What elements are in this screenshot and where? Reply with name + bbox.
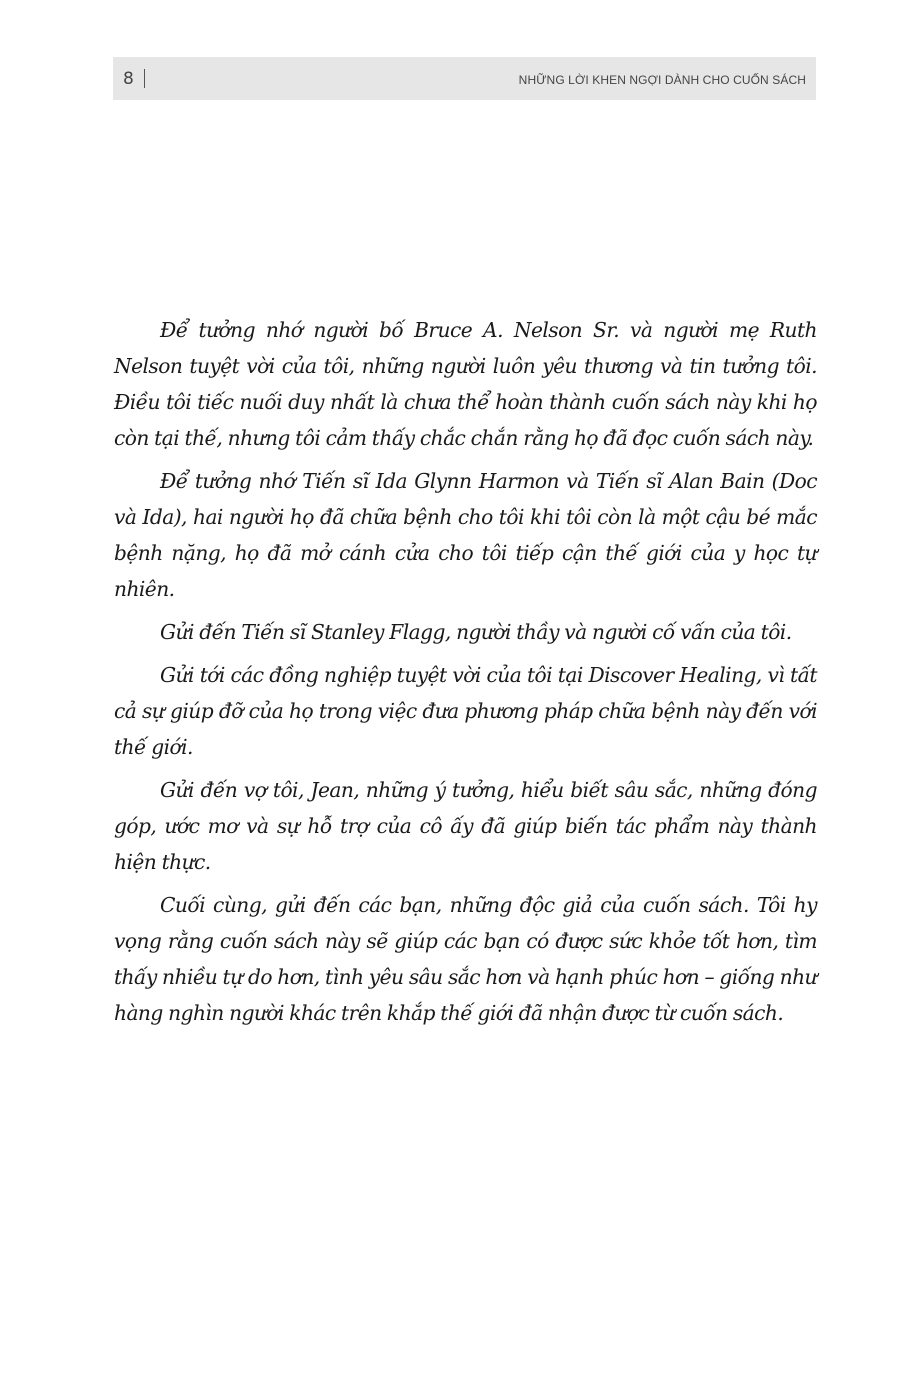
header-divider <box>144 69 145 88</box>
dedication-paragraph-parents: Để tưởng nhớ người bố Bruce A. Nelson Sr. và người mẹ Ruth Nelson tuyệt vời của tôi, những người luôn yêu thương và tin tưởng tôi. Điều tôi tiếc nuối duy nhất là chưa thể hoàn thành cuốn sách này khi họ còn tại thế, nhưng tôi cảm thấy chắc chắn rằng họ đã đọc cuốn sách này. <box>114 318 817 450</box>
dedication-paragraph-colleagues: Gửi tới các đồng nghiệp tuyệt vời của tôi tại Discover Healing, vì tất cả sự giúp đỡ của họ trong việc đưa phương pháp chữa bệnh này đến với thế giới. <box>114 663 817 759</box>
dedication-paragraph-mentor: Gửi đến Tiến sĩ Stanley Flagg, người thầy và người cố vấn của tôi. <box>160 620 792 644</box>
dedication-paragraph-wife: Gửi đến vợ tôi, Jean, những ý tưởng, hiểu biết sâu sắc, những đóng góp, ước mơ và sự hỗ trợ của cô ấy đã giúp biến tác phẩm này thành hiện thực. <box>114 778 817 874</box>
running-header <box>113 57 816 100</box>
dedication-text <box>114 312 817 1038</box>
page-number: 8 <box>123 69 134 89</box>
dedication-paragraph-doctors: Để tưởng nhớ Tiến sĩ Ida Glynn Harmon và Tiến sĩ Alan Bain (Doc và Ida), hai người họ đã chữa bệnh cho tôi khi tôi còn là một cậu bé mắc bệnh nặng, họ đã mở cánh cửa cho tôi tiếp cận thế giới của y học tự nhiên. <box>114 469 817 601</box>
running-title: NHỮNG LỜI KHEN NGỢI DÀNH CHO CUỐN SÁCH <box>518 73 806 87</box>
dedication-paragraph-readers: Cuối cùng, gửi đến các bạn, những độc giả của cuốn sách. Tôi hy vọng rằng cuốn sách này sẽ giúp các bạn có được sức khỏe tốt hơn, tìm thấy nhiều tự do hơn, tình yêu sâu sắc hơn và hạnh phúc hơn – giống như hàng nghìn người khác trên khắp thế giới đã nhận được từ cuốn sách. <box>114 893 817 1025</box>
